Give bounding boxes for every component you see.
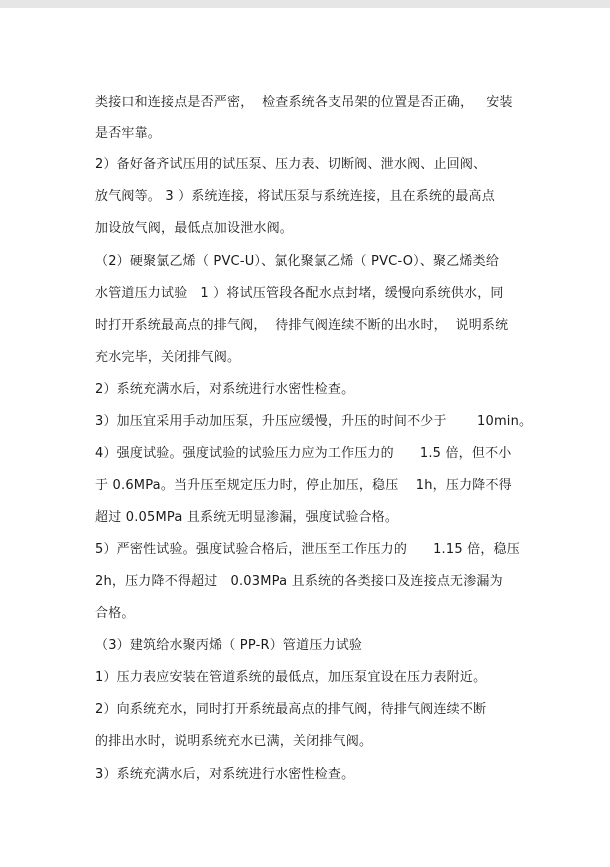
text-line: （2）硬聚氯乙烯（ PVC-U）、氯化聚氯乙烯（ PVC-O）、聚乙烯类给 bbox=[95, 254, 500, 269]
text-line: 2）向系统充水，同时打开系统最高点的排气阀，待排气阀连续不断 bbox=[95, 702, 487, 717]
text-line: 的排出水时，说明系统充水已满，关闭排气阀。 bbox=[95, 734, 373, 749]
viewer-top-bar bbox=[0, 0, 610, 8]
text-line: 放气阀等。 3 ）系统连接，将试压泵与系统连接，且在系统的最高点 bbox=[95, 189, 495, 204]
text-line: 加设放气阀，最低点加设泄水阀。 bbox=[95, 221, 294, 236]
text-line: 5）严密性试验。强度试验合格后，泄压至工作压力的 1.15 倍，稳压 bbox=[95, 542, 520, 557]
text-line: 合格。 bbox=[95, 606, 135, 621]
text-line: 于 0.6MPa。当升压至规定压力时，停止加压，稳压 1h，压力降不得 bbox=[95, 478, 512, 493]
text-line: 1）压力表应安装在管道系统的最低点，加压泵宜设在压力表附近。 bbox=[95, 670, 487, 685]
text-line: 4）强度试验。强度试验的试验压力应为工作压力的 1.5 倍，但不小 bbox=[95, 446, 512, 461]
document-page bbox=[0, 8, 610, 867]
text-line: 2）备好备齐试压用的试压泵、压力表、切断阀、泄水阀、止回阀、 bbox=[95, 157, 487, 172]
text-line: 2h，压力降不得超过 0.03MPa 且系统的各类接口及连接点无渗漏为 bbox=[95, 574, 503, 589]
text-line: （3）建筑给水聚丙烯（ PP-R）管道压力试验 bbox=[95, 638, 363, 653]
text-line: 超过 0.05MPa 且系统无明显渗漏，强度试验合格。 bbox=[95, 510, 399, 525]
text-line: 水管道压力试验 1 ）将试压管段各配水点封堵，缓慢向系统供水，同 bbox=[95, 286, 504, 301]
text-line: 3）系统充满水后，对系统进行水密性检查。 bbox=[95, 767, 355, 782]
text-line: 时打开系统最高点的排气阀， 待排气阀连续不断的出水时， 说明系统 bbox=[95, 318, 509, 333]
text-line: 是否牢靠。 bbox=[95, 126, 162, 141]
text-line: 类接口和连接点是否严密， 检查系统各支吊架的位置是否正确， 安装 bbox=[95, 95, 513, 110]
text-line: 2）系统充满水后，对系统进行水密性检查。 bbox=[95, 382, 355, 397]
text-line: 3）加压宜采用手动加压泵，升压应缓慢，升压的时间不少于 10min。 bbox=[95, 414, 533, 429]
text-line: 充水完毕，关闭排气阀。 bbox=[95, 350, 241, 365]
